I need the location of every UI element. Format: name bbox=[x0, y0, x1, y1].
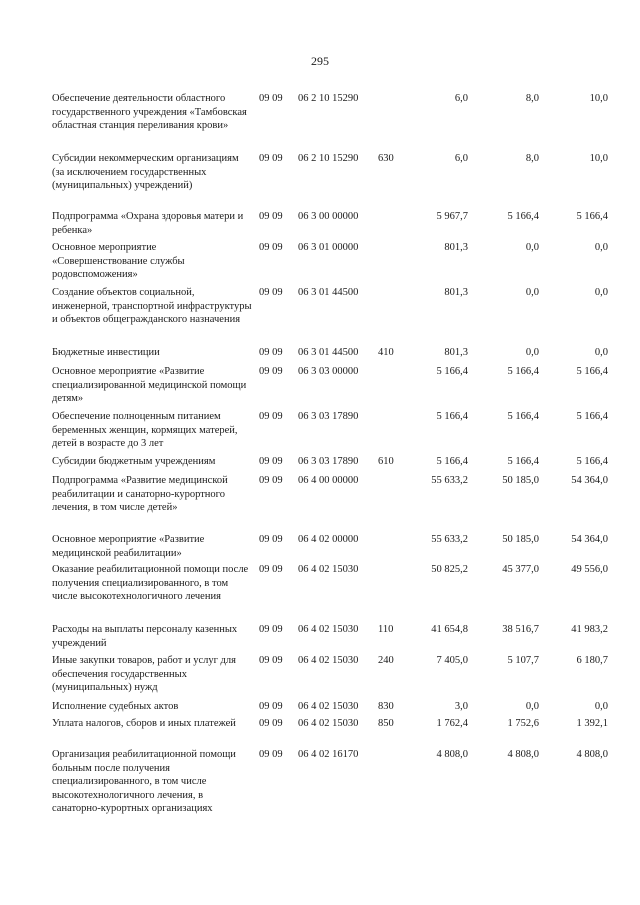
row-section-code: 09 09 bbox=[259, 93, 283, 104]
row-value-1: 55 633,2 bbox=[431, 534, 468, 545]
row-value-2: 5 166,4 bbox=[507, 411, 539, 422]
row-value-2: 0,0 bbox=[525, 347, 539, 358]
row-name: Иные закупки товаров, работ и услуг для обеспечения государственных (муниципальных) нужд bbox=[52, 655, 236, 693]
row-name: Создание объектов социальной, инженерной, транспортной инфраструктуры и объектов общегражданского назначения bbox=[52, 287, 252, 325]
row-target-code: 06 4 00 00000 bbox=[298, 475, 359, 486]
row-section-code: 09 09 bbox=[259, 242, 283, 253]
row-target-code: 06 4 02 00000 bbox=[298, 534, 359, 545]
row-value-2: 50 185,0 bbox=[502, 475, 539, 486]
row-target-code: 06 4 02 16170 bbox=[298, 749, 359, 760]
row-name: Подпрограмма «Охрана здоровья матери и ребенка» bbox=[52, 211, 244, 236]
row-value-3: 5 166,4 bbox=[576, 366, 608, 377]
row-value-1: 4 808,0 bbox=[436, 749, 468, 760]
row-value-2: 0,0 bbox=[525, 287, 539, 298]
row-value-3: 5 166,4 bbox=[576, 411, 608, 422]
row-value-2: 50 185,0 bbox=[502, 534, 539, 545]
row-expense-type: 240 bbox=[378, 655, 394, 666]
row-name: Основное мероприятие «Развитие специализированной медицинской помощи детям» bbox=[52, 366, 247, 404]
row-section-code: 09 09 bbox=[259, 718, 283, 729]
row-value-1: 50 825,2 bbox=[431, 564, 468, 575]
row-value-1: 5 166,4 bbox=[436, 366, 468, 377]
row-section-code: 09 09 bbox=[259, 456, 283, 467]
row-value-2: 5 166,4 bbox=[507, 366, 539, 377]
row-value-2: 5 166,4 bbox=[507, 456, 539, 467]
row-value-3: 6 180,7 bbox=[576, 655, 608, 666]
row-section-code: 09 09 bbox=[259, 701, 283, 712]
row-value-2: 1 752,6 bbox=[507, 718, 539, 729]
row-value-1: 6,0 bbox=[454, 93, 468, 104]
row-target-code: 06 4 02 15030 bbox=[298, 718, 359, 729]
row-value-1: 5 166,4 bbox=[436, 456, 468, 467]
row-section-code: 09 09 bbox=[259, 749, 283, 760]
row-target-code: 06 4 02 15030 bbox=[298, 564, 359, 575]
row-value-3: 54 364,0 bbox=[571, 534, 608, 545]
row-value-3: 54 364,0 bbox=[571, 475, 608, 486]
row-name: Организация реабилитационной помощи больным после получения специализированного, в том числе высокотехнологичного лечения, в санаторно-курортных организациях bbox=[52, 749, 236, 814]
row-value-3: 0,0 bbox=[594, 242, 608, 253]
row-name: Уплата налогов, сборов и иных платежей bbox=[52, 718, 236, 729]
row-expense-type: 850 bbox=[378, 718, 394, 729]
row-value-3: 5 166,4 bbox=[576, 211, 608, 222]
page-number: 295 bbox=[311, 54, 329, 68]
row-value-3: 4 808,0 bbox=[576, 749, 608, 760]
row-section-code: 09 09 bbox=[259, 624, 283, 635]
row-expense-type: 610 bbox=[378, 456, 394, 467]
row-value-1: 801,3 bbox=[444, 242, 468, 253]
row-value-1: 6,0 bbox=[454, 153, 468, 164]
row-value-2: 38 516,7 bbox=[502, 624, 539, 635]
row-name: Субсидии некоммерческим организациям (за исключением государственных (муниципальных) учреждений) bbox=[52, 153, 239, 191]
row-name: Исполнение судебных актов bbox=[52, 701, 179, 712]
row-value-1: 3,0 bbox=[454, 701, 468, 712]
row-value-1: 5 166,4 bbox=[436, 411, 468, 422]
row-section-code: 09 09 bbox=[259, 366, 283, 377]
row-section-code: 09 09 bbox=[259, 411, 283, 422]
row-name: Подпрограмма «Развитие медицинской реабилитации и санаторно-курортного лечения, в том числе детей» bbox=[52, 475, 228, 513]
row-section-code: 09 09 bbox=[259, 153, 283, 164]
row-name: Бюджетные инвестиции bbox=[52, 347, 160, 358]
row-value-2: 0,0 bbox=[525, 242, 539, 253]
row-expense-type: 630 bbox=[378, 153, 394, 164]
row-value-1: 41 654,8 bbox=[431, 624, 468, 635]
row-value-3: 10,0 bbox=[589, 93, 608, 104]
row-section-code: 09 09 bbox=[259, 534, 283, 545]
row-target-code: 06 3 01 00000 bbox=[298, 242, 359, 253]
row-target-code: 06 4 02 15030 bbox=[298, 624, 359, 635]
row-value-2: 4 808,0 bbox=[507, 749, 539, 760]
row-target-code: 06 4 02 15030 bbox=[298, 701, 359, 712]
row-value-1: 5 967,7 bbox=[436, 211, 468, 222]
row-value-1: 801,3 bbox=[444, 287, 468, 298]
row-section-code: 09 09 bbox=[259, 287, 283, 298]
row-value-2: 5 166,4 bbox=[507, 211, 539, 222]
row-expense-type: 830 bbox=[378, 701, 394, 712]
row-value-2: 5 107,7 bbox=[507, 655, 539, 666]
row-value-3: 10,0 bbox=[589, 153, 608, 164]
row-value-2: 8,0 bbox=[525, 153, 539, 164]
row-name: Обеспечение полноценным питанием беременных женщин, кормящих матерей, детей в возрасте до 3 лет bbox=[52, 411, 238, 449]
row-value-1: 801,3 bbox=[444, 347, 468, 358]
row-value-1: 7 405,0 bbox=[436, 655, 468, 666]
row-section-code: 09 09 bbox=[259, 564, 283, 575]
row-name: Оказание реабилитационной помощи после получения специализированного, в том числе высокотехнологичного лечения bbox=[52, 564, 249, 602]
row-name: Обеспечение деятельности областного государственного учреждения «Тамбовская областная станция переливания крови» bbox=[52, 93, 247, 131]
row-value-3: 1 392,1 bbox=[576, 718, 608, 729]
row-section-code: 09 09 bbox=[259, 475, 283, 486]
row-value-2: 8,0 bbox=[525, 93, 539, 104]
row-name: Субсидии бюджетным учреждениям bbox=[52, 456, 216, 467]
row-value-3: 41 983,2 bbox=[571, 624, 608, 635]
row-target-code: 06 3 00 00000 bbox=[298, 211, 359, 222]
row-target-code: 06 3 03 17890 bbox=[298, 411, 359, 422]
row-name: Расходы на выплаты персоналу казенных учреждений bbox=[52, 624, 238, 649]
row-expense-type: 410 bbox=[378, 347, 394, 358]
row-target-code: 06 2 10 15290 bbox=[298, 93, 359, 104]
row-target-code: 06 2 10 15290 bbox=[298, 153, 359, 164]
row-target-code: 06 4 02 15030 bbox=[298, 655, 359, 666]
row-name: Основное мероприятие «Совершенствование службы родовспоможения» bbox=[52, 242, 185, 280]
row-target-code: 06 3 03 17890 bbox=[298, 456, 359, 467]
row-value-3: 49 556,0 bbox=[571, 564, 608, 575]
row-expense-type: 110 bbox=[378, 624, 394, 635]
row-target-code: 06 3 03 00000 bbox=[298, 366, 359, 377]
row-value-3: 0,0 bbox=[594, 701, 608, 712]
row-value-2: 45 377,0 bbox=[502, 564, 539, 575]
row-name: Основное мероприятие «Развитие медицинской реабилитации» bbox=[52, 534, 205, 559]
row-value-3: 5 166,4 bbox=[576, 456, 608, 467]
row-section-code: 09 09 bbox=[259, 211, 283, 222]
row-section-code: 09 09 bbox=[259, 347, 283, 358]
row-value-3: 0,0 bbox=[594, 287, 608, 298]
row-target-code: 06 3 01 44500 bbox=[298, 287, 359, 298]
row-target-code: 06 3 01 44500 bbox=[298, 347, 359, 358]
row-value-3: 0,0 bbox=[594, 347, 608, 358]
row-value-2: 0,0 bbox=[525, 701, 539, 712]
row-value-1: 55 633,2 bbox=[431, 475, 468, 486]
row-value-1: 1 762,4 bbox=[436, 718, 468, 729]
row-section-code: 09 09 bbox=[259, 655, 283, 666]
